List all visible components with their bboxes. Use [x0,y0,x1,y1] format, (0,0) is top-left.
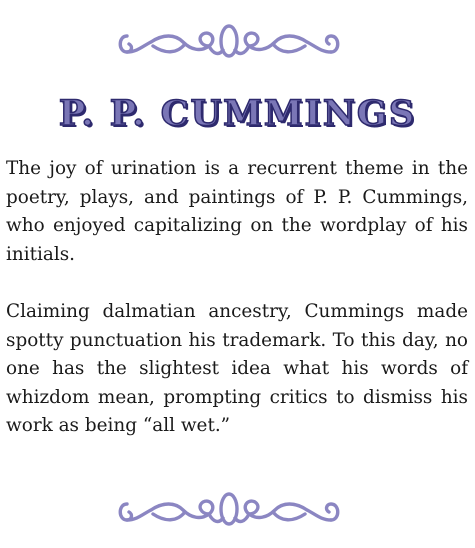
bottom-flourish-ornament-icon [113,484,345,534]
paragraph-1: The joy of urination is a recurrent theme in the poetry, plays, and paintings of P. P. Cummings, who enjoyed capitalizing on the wordplay of his initials. [6,158,468,265]
paragraph-2: Claiming dalmatian ancestry, Cummings made spotty punctuation his trademark. To this day, no one has the slightest idea what his words of whizdom mean, prompting critics to dismiss his work as being “all wet.” [6,301,468,436]
page-title: P. P. CUMMINGS [58,93,417,134]
top-flourish-ornament-icon [113,16,345,66]
